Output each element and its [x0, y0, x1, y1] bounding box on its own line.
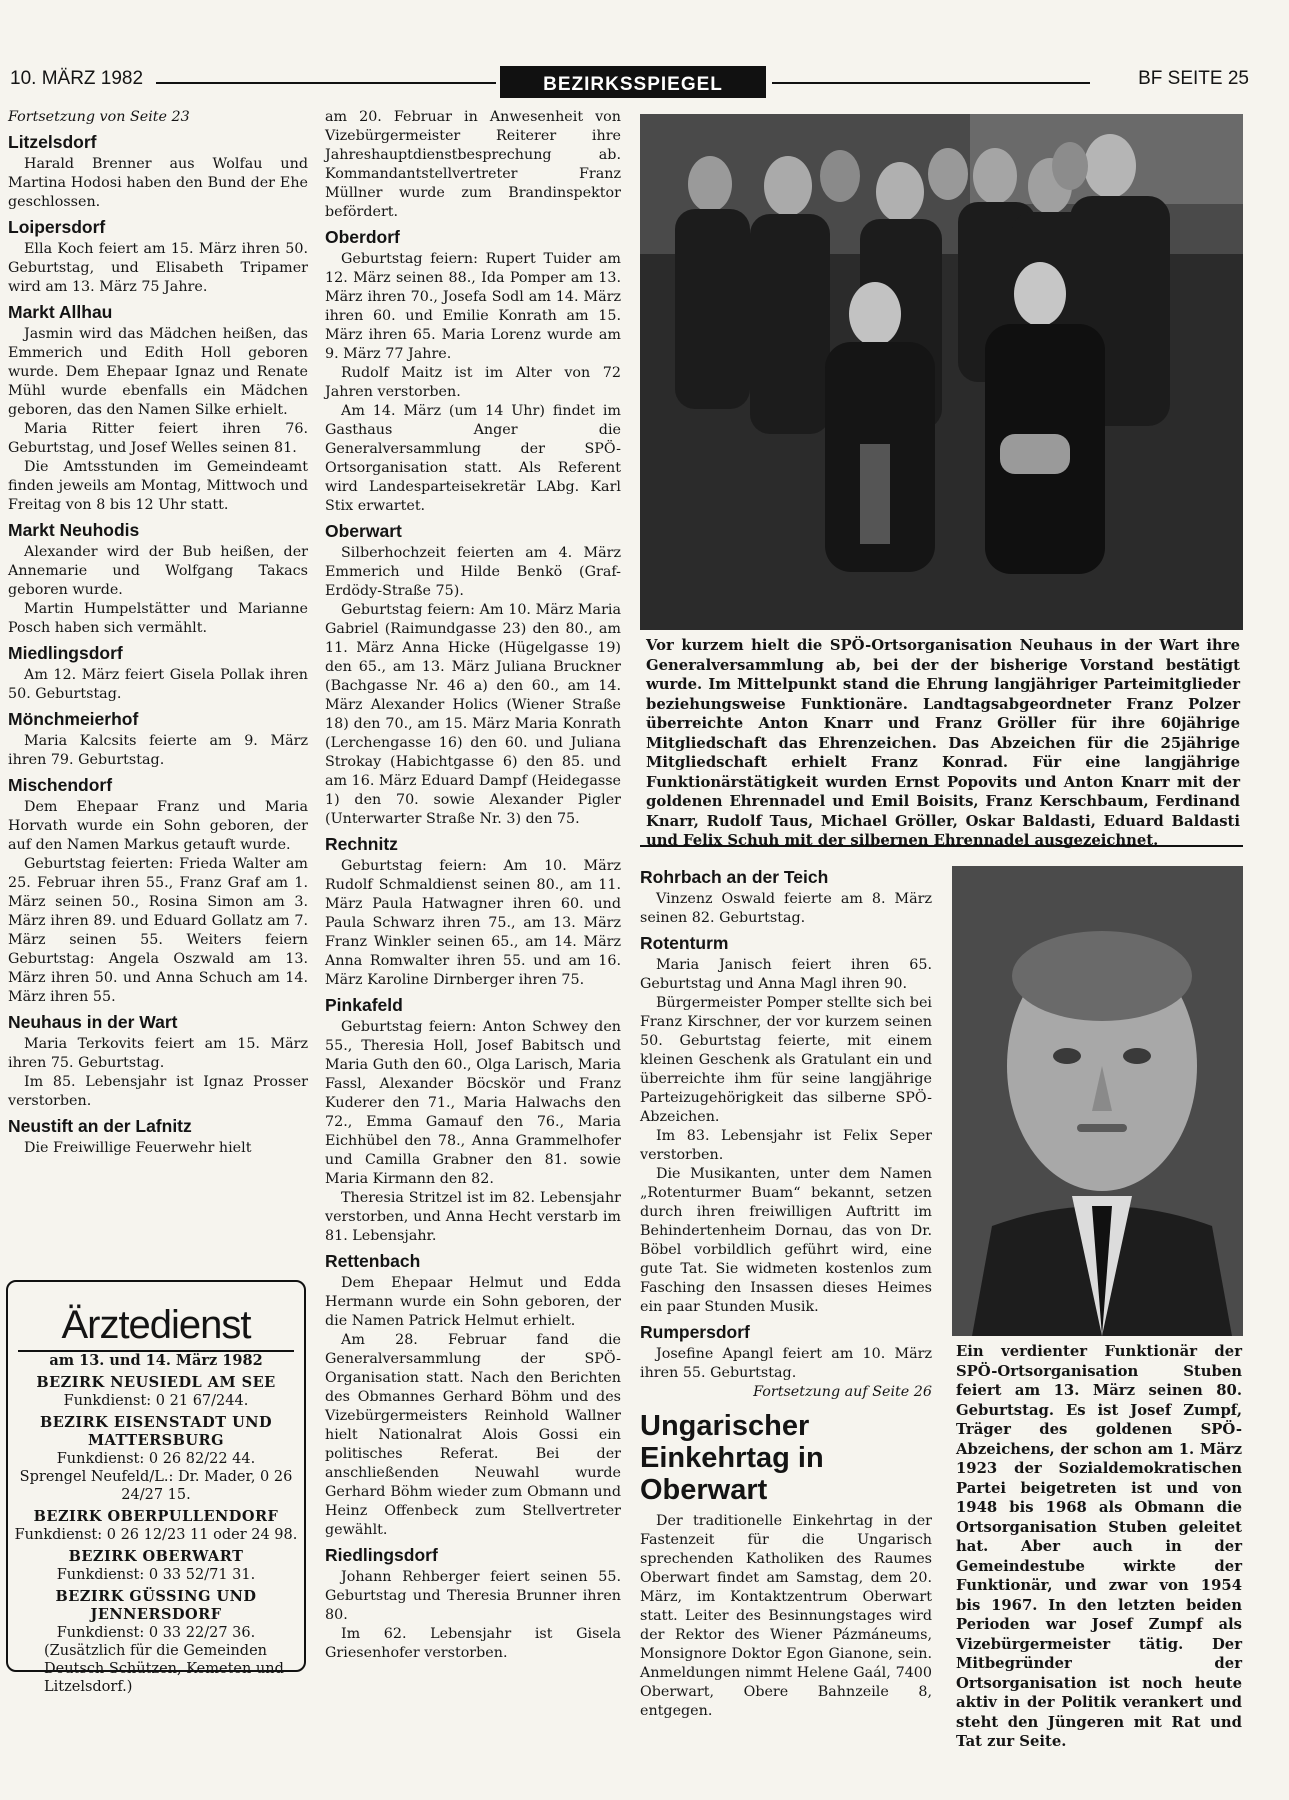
section-heading-riedlingsdorf: Riedlingsdorf: [325, 1545, 438, 1565]
section-heading-mischendorf: Mischendorf: [8, 775, 113, 795]
district-name: BEZIRK GÜSSING UND JENNERSDORF: [55, 1588, 257, 1623]
column-3: [640, 862, 932, 1721]
district-info: Funkdienst: 0 21 67/244.: [63, 1393, 249, 1409]
continuation-note: Fortsetzung von Seite 23: [8, 109, 190, 125]
section-heading-neuhaus-in-der-wart: Neuhaus in der Wart: [8, 1012, 178, 1032]
paragraph: Silberhochzeit feierten am 4. März Emmerich und Hilde Benkö (Graf-Erdödy-Straße 75).: [325, 545, 621, 599]
paragraph: Im 85. Lebensjahr ist Ignaz Prosser verstorben.: [8, 1074, 308, 1109]
paragraph: Dem Ehepaar Helmut und Edda Hermann wurde ein Sohn geboren, der die Namen Patrick Helmut erhielt.: [325, 1275, 621, 1329]
paragraph: Maria Ritter feiert ihren 76. Geburtstag, und Josef Welles seinen 81.: [8, 421, 308, 456]
column-1: [8, 108, 308, 1158]
paragraph: Geburtstag feiern: Rupert Tuider am 12. März seinen 88., Ida Pomper am 13. März ihren 70., Josefa Sodl am 14. März ihren 60. und Emilie Konrath am 15. März ihren 65. Maria Lorenz wurde am 9. März 77 Jahre.: [325, 251, 621, 362]
paragraph: Jasmin wird das Mädchen heißen, das Emmerich und Edith Holl geboren wurde. Dem Ehepaar Ignaz und Renate Mühl wurde ebenfalls ein Mädchen geboren, das den Namen Silke erhielt.: [8, 326, 308, 418]
section-heading-oberwart: Oberwart: [325, 521, 402, 541]
district-name: BEZIRK OBERWART: [68, 1548, 244, 1565]
page-header: [0, 62, 1289, 106]
section-heading-rumpersdorf: Rumpersdorf: [640, 1322, 750, 1342]
district-name: BEZIRK EISENSTADT UND MATTERSBURG: [39, 1414, 273, 1449]
aerztedienst-box: [6, 1280, 306, 1695]
paragraph: Am 12. März feiert Gisela Pollak ihren 50. Geburtstag.: [8, 667, 308, 702]
district-entry: [14, 1588, 298, 1642]
issue-date: 10. MÄRZ 1982: [10, 68, 144, 89]
header-rule-right: [772, 82, 1090, 84]
aerztedienst-note: (Zusätzlich für die Gemeinden Deutsch Schützen, Kemeten und Litzelsdorf.): [44, 1643, 284, 1695]
paragraph: Johann Rehberger feiert seinen 55. Geburtstag und Theresia Brunner ihren 80.: [325, 1569, 621, 1623]
portrait-photo: [952, 866, 1243, 1336]
paragraph: Theresia Stritzel ist im 82. Lebensjahr verstorben, und Anna Hecht verstarb im 81. Lebensjahr.: [325, 1190, 621, 1244]
aerztedienst-title: Ärztedienst: [18, 1300, 294, 1352]
paragraph: Geburtstag feiern: Anton Schwey den 55., Theresia Holl, Josef Babitsch und Maria Guth den 60., Olga Larisch, Maria Fassl, Alexander Böcskör und Franz Kuderer den 71., Maria Halwachs den 72., Emma Gamauf den 76., Maria Eichhübel den 78., Anna Grammelhofer und Camilla Grabner den 81. sowie Maria Kirmann den 82.: [325, 1019, 621, 1187]
paragraph: am 20. Februar in Anwesenheit von Vizebürgermeister Reiterer ihre Jahreshauptdienstbesprechung ab. Kommandantstellvertreter Franz Müllner wurde zum Brandinspektor befördert.: [325, 109, 621, 220]
group-photo-image: [640, 114, 1243, 630]
column-2: [325, 108, 621, 1663]
section-heading-miedlingsdorf: Miedlingsdorf: [8, 643, 123, 663]
paragraph: Bürgermeister Pomper stellte sich bei Franz Kirschner, der vor kurzem seinen 50. Geburtstag feierte, mit einem kleinen Geschenk als Gratulant ein und überreichte ihm für seine langjährige Parteizugehörigkeit das silberne SPÖ-Abzeichen.: [640, 995, 932, 1125]
section-heading-markt-neuhodis: Markt Neuhodis: [8, 520, 140, 540]
paragraph: Maria Terkovits feiert am 15. März ihren 75. Geburtstag.: [8, 1036, 308, 1071]
paragraph: Harald Brenner aus Wolfau und Martina Hodosi haben den Bund der Ehe geschlossen.: [8, 156, 308, 210]
paragraph: Die Freiwillige Feuerwehr hielt: [24, 1140, 252, 1156]
section-heading-oberdorf: Oberdorf: [325, 227, 400, 247]
paragraph: Die Amtsstunden im Gemeindeamt finden jeweils am Montag, Mittwoch und Freitag von 8 bis 12 Uhr statt.: [8, 459, 308, 513]
district-info: Funkdienst: 0 26 82/22 44.: [56, 1451, 256, 1467]
section-title: BEZIRKSSPIEGEL: [500, 66, 766, 98]
district-entry: [14, 1508, 298, 1544]
district-name: BEZIRK NEUSIEDL AM SEE: [36, 1374, 276, 1391]
district-entry: [14, 1548, 298, 1584]
group-photo: [640, 114, 1243, 630]
paragraph: Im 83. Lebensjahr ist Felix Seper verstorben.: [640, 1128, 932, 1163]
paragraph: Rudolf Maitz ist im Alter von 72 Jahren verstorben.: [325, 365, 621, 400]
header-rule-left: [156, 82, 496, 84]
aerztedienst-dates: am 13. und 14. März 1982: [49, 1352, 263, 1369]
paragraph: Vinzenz Oswald feierte am 8. März seinen 82. Geburtstag.: [640, 891, 932, 926]
district-info: Funkdienst: 0 33 52/71 31.: [56, 1567, 256, 1583]
paragraph: Maria Janisch feiert ihren 65. Geburtstag und Anna Magl ihren 90.: [640, 957, 932, 992]
section-heading-rechnitz: Rechnitz: [325, 834, 398, 854]
paragraph: Die Musikanten, unter dem Namen „Rotenturmer Buam“ bekannt, setzen durch ihren freiwilligen Auftritt im Behindertenheim Dornau, das von Dr. Böbel vorbildlich geführt wird, eine gute Tat. Sie widmeten kostenlos zum Fasching den Insassen dieses Heimes ein paar Stunden Musik.: [640, 1166, 932, 1315]
paragraph: Maria Kalcsits feierte am 9. März ihren 79. Geburtstag.: [8, 733, 308, 768]
paragraph: Am 14. März (um 14 Uhr) findet im Gasthaus Anger die Generalversammlung der SPÖ-Ortsorganisation statt. Als Referent wird Landesparteisekretär LAbg. Karl Stix erwartet.: [325, 403, 621, 514]
article-headline: Ungarischer Einkehrtag in Oberwart: [640, 1410, 824, 1506]
paragraph: Geburtstag feierten: Frieda Walter am 25. Februar ihren 55., Franz Graf am 1. März seinen 50., Rosina Simon am 3. März ihren 89. und Eduard Gollatz am 7. März seinen 55. Weiters feiern Geburtstag: Angela Oszwald am 13. März ihren 50. und Anna Schuch am 14. März ihren 55.: [8, 856, 308, 1005]
section-heading-rohrbach-an-der-teich: Rohrbach an der Teich: [640, 867, 829, 887]
paragraph: Alexander wird der Bub heißen, der Annemarie und Wolfgang Takacs geboren wurde.: [8, 544, 308, 598]
section-heading-neustift-an-der-lafnitz: Neustift an der Lafnitz: [8, 1116, 192, 1136]
district-info: Sprengel Neufeld/L.: Dr. Mader, 0 26 24/27 15.: [19, 1469, 293, 1503]
district-info: Funkdienst: 0 33 22/27 36.: [56, 1625, 256, 1641]
district-entry: [14, 1414, 298, 1504]
section-heading-monchmeierhof: Mönchmeierhof: [8, 709, 139, 729]
continuation-note: Fortsetzung auf Seite 26: [753, 1384, 932, 1400]
paragraph: Der traditionelle Einkehrtag in der Fastenzeit für die Ungarisch sprechenden Katholiken des Raumes Oberwart findet am Samstag, dem 20. März, im Kontaktzentrum Oberwart statt. Leiter des Besinnungstages wird der Rektor des Wiener Pázmáneums, Monsignore Doktor Egon Gianone, sein. Anmeldungen nimmt Helene Gaál, 7400 Oberwart, Obere Bahnzeile 8, entgegen.: [640, 1513, 932, 1719]
paragraph: Josefine Apangl feiert am 10. März ihren 55. Geburtstag.: [640, 1346, 932, 1381]
district-entry: [14, 1374, 298, 1410]
paragraph: Im 62. Lebensjahr ist Gisela Griesenhofer verstorben.: [325, 1626, 621, 1661]
page-number: BF SEITE 25: [1138, 68, 1249, 89]
section-heading-litzelsdorf: Litzelsdorf: [8, 132, 97, 152]
section-heading-loipersdorf: Loipersdorf: [8, 217, 106, 237]
district-info: Funkdienst: 0 26 12/23 11 oder 24 98.: [14, 1527, 298, 1543]
paragraph: Geburtstag feiern: Am 10. März Maria Gabriel (Raimundgasse 23) den 80., am 11. März Anna Hicke (Hügelgasse 19) den 65., am 13. März Juliana Bruckner (Bachgasse Nr. 46 a) den 60., am 14. März Alexander Holics (Wiener Straße 18) den 70., am 15. März Maria Konrath (Lerchengasse 16) den 60. und Juliana Strokay (Habichtgasse 6) den 85. und am 16. März Eduard Dampf (Heidegasse 1) den 70. sowie Alexander Pigler (Unterwarter Straße Nr. 3) den 75.: [325, 602, 621, 827]
section-heading-rettenbach: Rettenbach: [325, 1251, 421, 1271]
section-heading-markt-allhau: Markt Allhau: [8, 302, 113, 322]
aerztedienst-list: [14, 1374, 298, 1642]
paragraph: Ella Koch feiert am 15. März ihren 50. Geburtstag, und Elisabeth Tripamer wird am 13. März 75 Jahre.: [8, 241, 308, 295]
section-heading-pinkafeld: Pinkafeld: [325, 995, 403, 1015]
paragraph: Dem Ehepaar Franz und Maria Horvath wurde ein Sohn geboren, der auf den Namen Markus getauft wurde.: [8, 799, 308, 853]
section-heading-rotenturm: Rotenturm: [640, 933, 729, 953]
paragraph: Geburtstag feiern: Am 10. März Rudolf Schmaldienst seinen 80., am 11. März Paula Hatwagner ihren 60. und Paula Schwarz ihren 75., am 13. März Franz Winkler seinen 65., am 14. März Anna Romwalter ihren 55. und am 16. März Karoline Dirnberger ihren 75.: [325, 858, 621, 988]
paragraph: Am 28. Februar fand die Generalversammlung der SPÖ-Organisation statt. Nach den Berichten des Obmannes Gerhard Böhm und des Vizebürgermeisters Reinhold Wallner hielt Nationalrat Alois Gossi ein politisches Referat. Bei der anschließenden Neuwahl wurde Gerhard Böhm wieder zum Obmann und Heinz Offenbeck zum Stellvertreter gewählt.: [325, 1332, 621, 1538]
portrait-photo-image: [952, 866, 1243, 1336]
paragraph: Martin Humpelstätter und Marianne Posch haben sich vermählt.: [8, 601, 308, 636]
group-photo-caption: Vor kurzem hielt die SPÖ-Ortsorganisation Neuhaus in der Wart ihre Generalversammlung ab, bei der der bisherige Vorstand bestätigt wurde. Im Mittelpunkt stand die Ehrung langjähriger Parteimitglieder beziehungsweise Funktionäre. Landtagsabgeordneter Franz Polzer überreichte Anton Knarr und Franz Gröller für ihre 60jährige Mitgliedschaft das Ehrenzeichen. Das Abzeichen für die 25jährige Mitgliedschaft erhielt Franz Konrad. Für eine langjährige Funktionärstätigkeit wurden Ernst Popovits und Anton Knarr mit der goldenen Ehrennadel und Emil Boisits, Franz Kerschbaum, Ferdinand Knarr, Rudolf Taus, Michael Gröller, Oskar Baldasti, Eduard Baldasti und Felix Schuh mit der silbernen Ehrennadel ausgezeichnet.: [646, 637, 1240, 849]
district-name: BEZIRK OBERPULLENDORF: [33, 1508, 279, 1525]
portrait-photo-caption: Ein verdienter Funktionär der SPÖ-Ortsorganisation Stuben feiert am 13. März seinen 80. Geburtstag. Es ist Josef Zumpf, Träger des goldenen SPÖ-Abzeichens, der schon am 1. März 1923 der Sozialdemokratischen Partei beigetreten ist und von 1948 bis 1968 als Obmann die Ortsorganisation Stuben geleitet hat. Aber auch in der Gemeindestube wirkte der Funktionär, und zwar von 1954 bis 1967. In den letzten beiden Perioden war Josef Zumpf als Vizebürgermeister tätig. Der Mitbegründer der Ortsorganisation ist noch heute aktiv in der Politik verankert und steht den Jüngeren mit Rat und Tat zur Seite.: [956, 1343, 1242, 1750]
